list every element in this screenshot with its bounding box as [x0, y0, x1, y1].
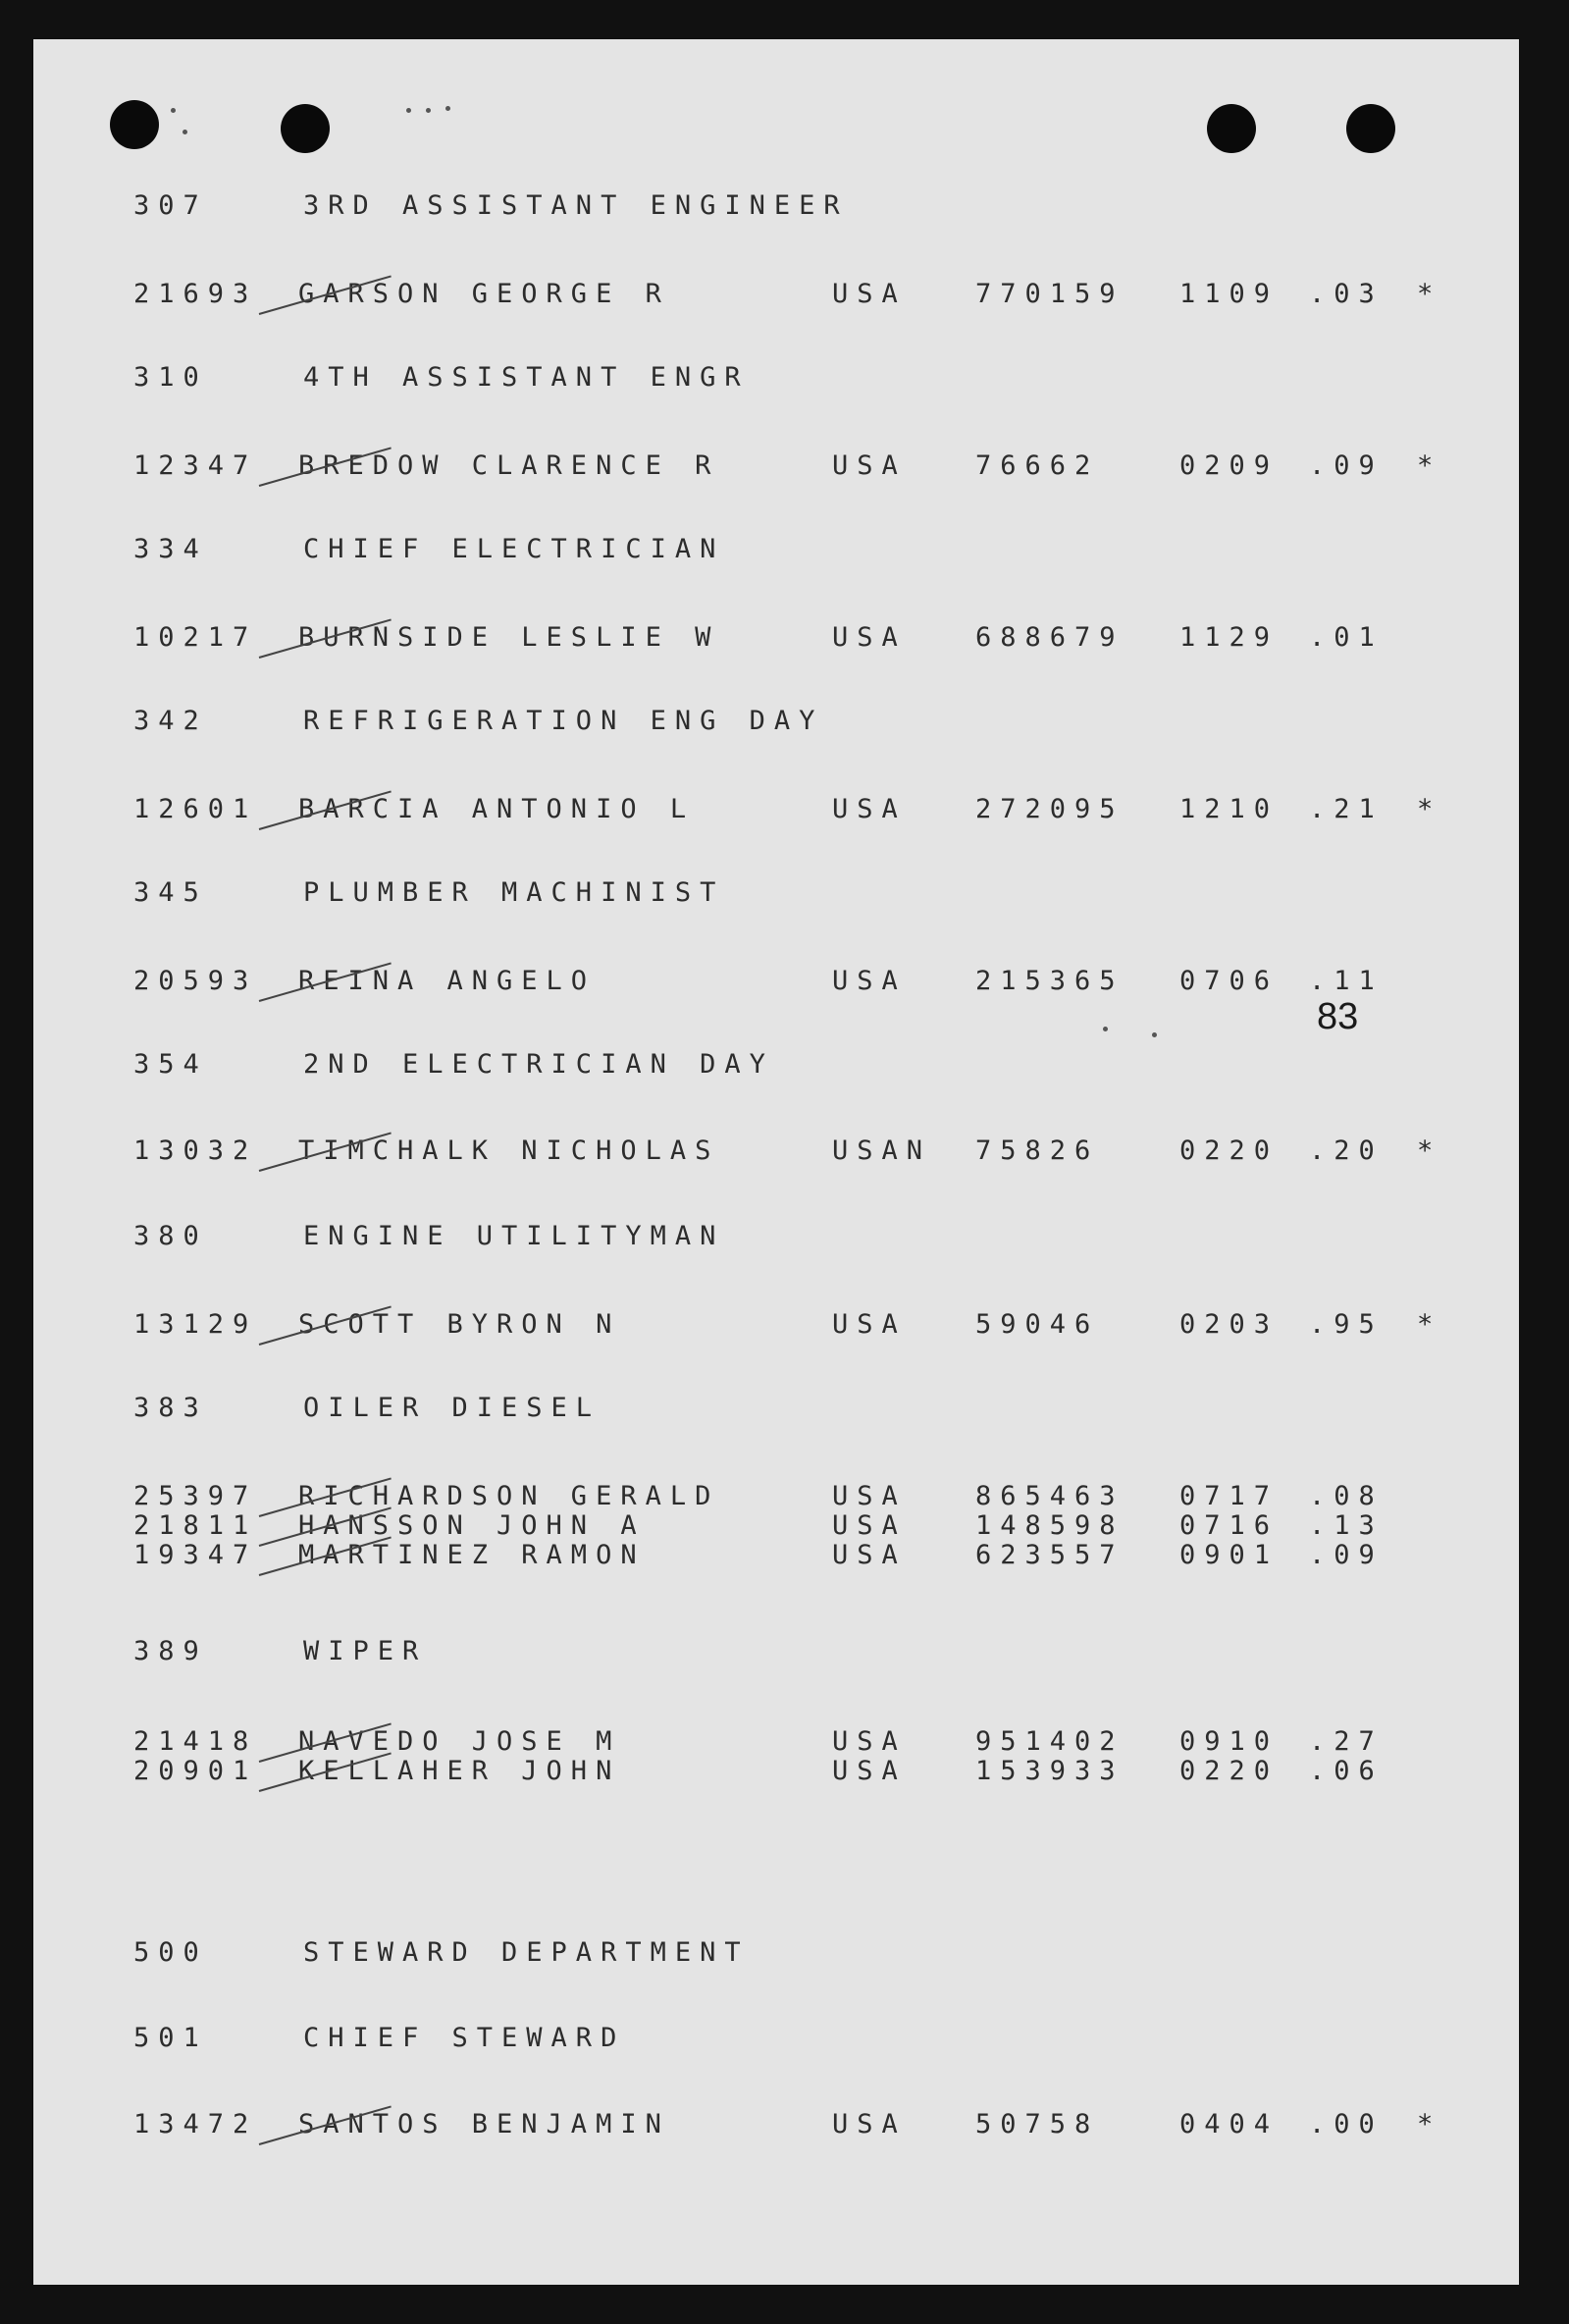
crew-value: .11 [1309, 966, 1384, 996]
crew-mark: * [1417, 279, 1442, 309]
section-code: 380 [133, 1221, 208, 1251]
crew-value: .09 [1309, 450, 1384, 481]
crew-nationality: USA [832, 1540, 907, 1570]
section-code: 342 [133, 706, 208, 736]
section-code: 345 [133, 877, 208, 908]
section-title: STEWARD DEPARTMENT [303, 1937, 750, 1968]
crew-date: 1129 [1179, 622, 1280, 653]
crew-number: 50758 [975, 2109, 1100, 2139]
crew-number: 75826 [975, 1136, 1100, 1166]
crew-date: 1109 [1179, 279, 1280, 309]
crew-number: 865463 [975, 1481, 1124, 1511]
crew-value: .13 [1309, 1510, 1384, 1541]
crew-number: 951402 [975, 1726, 1124, 1757]
crew-value: .09 [1309, 1540, 1384, 1570]
crew-date: 0910 [1179, 1726, 1280, 1757]
section-title: 4TH ASSISTANT ENGR [303, 362, 750, 393]
section-code: 500 [133, 1937, 208, 1968]
crew-mark: * [1417, 1309, 1442, 1340]
section-title: WIPER [303, 1636, 428, 1666]
crew-id: 13032 [133, 1136, 258, 1166]
speck [1103, 1027, 1108, 1031]
speck [1152, 1032, 1157, 1037]
crew-number: 148598 [975, 1510, 1124, 1541]
crew-nationality: USA [832, 1309, 907, 1340]
section-title: 2ND ELECTRICIAN DAY [303, 1049, 774, 1080]
crew-name: NAVEDO JOSE M [298, 1726, 621, 1757]
section-code: 383 [133, 1393, 208, 1423]
crew-value: .03 [1309, 279, 1384, 309]
crew-value: .95 [1309, 1309, 1384, 1340]
section-title: REFRIGERATION ENG DAY [303, 706, 824, 736]
crew-mark: * [1417, 450, 1442, 481]
crew-date: 0220 [1179, 1136, 1280, 1166]
crew-value: .21 [1309, 794, 1384, 824]
crew-name: SANTOS BENJAMIN [298, 2109, 670, 2139]
crew-id: 21693 [133, 279, 258, 309]
crew-mark: * [1417, 794, 1442, 824]
section-code: 334 [133, 534, 208, 564]
crew-name: TIMCHALK NICHOLAS [298, 1136, 720, 1166]
crew-date: 0404 [1179, 2109, 1280, 2139]
crew-number: 770159 [975, 279, 1124, 309]
crew-number: 76662 [975, 450, 1100, 481]
crew-id: 19347 [133, 1540, 258, 1570]
crew-name: RICHARDSON GERALD [298, 1481, 720, 1511]
crew-value: .00 [1309, 2109, 1384, 2139]
crew-id: 20593 [133, 966, 258, 996]
speck [183, 130, 187, 134]
crew-nationality: USA [832, 450, 907, 481]
speck [406, 108, 411, 113]
punch-hole-right-2 [1346, 104, 1395, 153]
crew-number: 59046 [975, 1309, 1100, 1340]
crew-id: 10217 [133, 622, 258, 653]
crew-name: MARTINEZ RAMON [298, 1540, 646, 1570]
crew-name: REINA ANGELO [298, 966, 597, 996]
crew-value: .27 [1309, 1726, 1384, 1757]
crew-name: BARCIA ANTONIO L [298, 794, 696, 824]
crew-nationality: USA [832, 1756, 907, 1786]
section-code: 307 [133, 190, 208, 221]
section-title: CHIEF ELECTRICIAN [303, 534, 725, 564]
roster-page [33, 39, 1519, 2285]
section-title: ENGINE UTILITYMAN [303, 1221, 725, 1251]
crew-id: 20901 [133, 1756, 258, 1786]
crew-id: 12347 [133, 450, 258, 481]
crew-number: 153933 [975, 1756, 1124, 1786]
section-code: 310 [133, 362, 208, 393]
crew-name: BURNSIDE LESLIE W [298, 622, 720, 653]
crew-value: .06 [1309, 1756, 1384, 1786]
section-code: 389 [133, 1636, 208, 1666]
section-title: 3RD ASSISTANT ENGINEER [303, 190, 849, 221]
crew-id: 12601 [133, 794, 258, 824]
crew-name: BREDOW CLARENCE R [298, 450, 720, 481]
crew-date: 0203 [1179, 1309, 1280, 1340]
punch-hole-right-1 [1207, 104, 1256, 153]
section-title: PLUMBER MACHINIST [303, 877, 725, 908]
section-code: 354 [133, 1049, 208, 1080]
crew-name: GARSON GEORGE R [298, 279, 670, 309]
crew-value: .08 [1309, 1481, 1384, 1511]
crew-id: 21811 [133, 1510, 258, 1541]
crew-date: 0716 [1179, 1510, 1280, 1541]
crew-date: 0901 [1179, 1540, 1280, 1570]
crew-date: 1210 [1179, 794, 1280, 824]
crew-number: 272095 [975, 794, 1124, 824]
crew-date: 0220 [1179, 1756, 1280, 1786]
section-code: 501 [133, 2023, 208, 2053]
crew-nationality: USA [832, 1481, 907, 1511]
crew-number: 215365 [975, 966, 1124, 996]
punch-hole-left-1 [110, 100, 159, 149]
crew-mark: * [1417, 2109, 1442, 2139]
crew-nationality: USA [832, 622, 907, 653]
crew-id: 13472 [133, 2109, 258, 2139]
crew-id: 21418 [133, 1726, 258, 1757]
crew-name: KELLAHER JOHN [298, 1756, 621, 1786]
crew-id: 25397 [133, 1481, 258, 1511]
page-number: 83 [1317, 996, 1359, 1037]
crew-nationality: USA [832, 1726, 907, 1757]
speck [445, 106, 450, 111]
crew-date: 0706 [1179, 966, 1280, 996]
crew-name: HANSSON JOHN A [298, 1510, 646, 1541]
speck [171, 108, 176, 113]
crew-id: 13129 [133, 1309, 258, 1340]
crew-nationality: USA [832, 794, 907, 824]
crew-nationality: USA [832, 966, 907, 996]
section-title: OILER DIESEL [303, 1393, 601, 1423]
crew-number: 623557 [975, 1540, 1124, 1570]
crew-nationality: USA [832, 2109, 907, 2139]
crew-number: 688679 [975, 622, 1124, 653]
crew-date: 0717 [1179, 1481, 1280, 1511]
crew-name: SCOTT BYRON N [298, 1309, 621, 1340]
crew-nationality: USAN [832, 1136, 932, 1166]
crew-mark: * [1417, 1136, 1442, 1166]
section-title: CHIEF STEWARD [303, 2023, 626, 2053]
crew-value: .20 [1309, 1136, 1384, 1166]
crew-nationality: USA [832, 279, 907, 309]
punch-hole-left-2 [281, 104, 330, 153]
speck [426, 108, 431, 113]
crew-date: 0209 [1179, 450, 1280, 481]
crew-value: .01 [1309, 622, 1384, 653]
crew-nationality: USA [832, 1510, 907, 1541]
